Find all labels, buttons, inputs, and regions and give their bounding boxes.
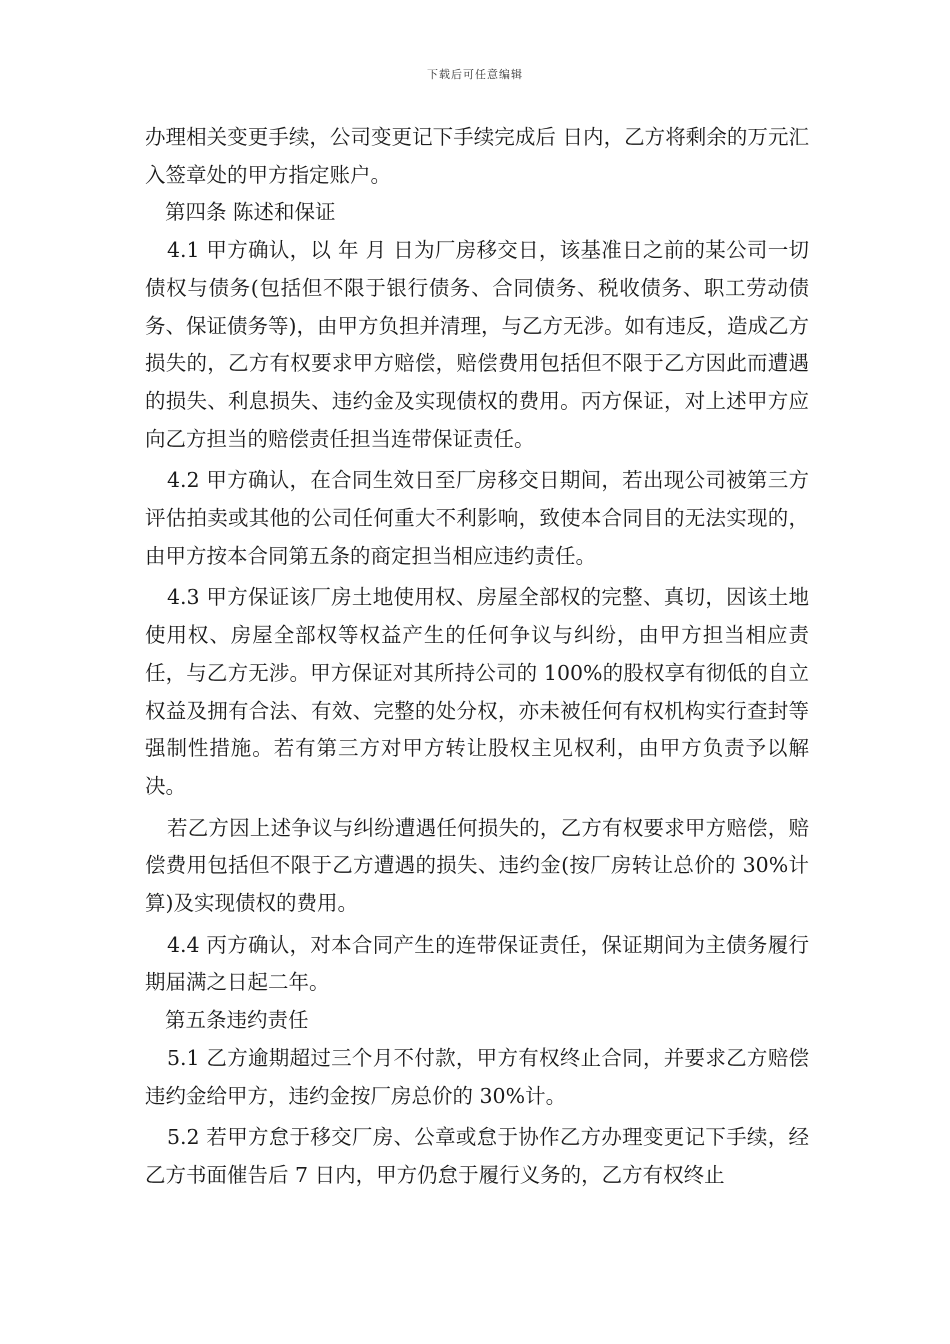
section-heading-article-4: 第四条 陈述和保证 [165,200,336,225]
clause-4-2: 4.2 甲方确认，在合同生效日至厂房移交日期间，若出现公司被第三方评估拍卖或其他的公司任何重大不利影响，致使本合同目的无法实现的，由甲方按本合同第五条的商定担当相应违约责任。 [145,468,809,568]
clause-4-3-supplement: 若乙方因上述争议与纠纷遭遇任何损失的，乙方有权要求甲方赔偿，赔偿费用包括但不限于乙方遭遇的损失、违约金(按厂房转让总价的 30%计算)及实现债权的费用。 [145,815,809,916]
page-header-note: 下载后可任意编辑 [427,68,523,81]
section-heading-article-5: 第五条违约责任 [165,1008,309,1033]
clause-4-3: 4.3 甲方保证该厂房土地使用权、房屋全部权的完整、真切，因该土地使用权、房屋全部权等权益产生的任何争议与纠纷，由甲方担当相应责任，与乙方无涉。甲方保证对其所持公司的 100%的股权享有彻低的自立权益及拥有合法、有效、完整的处分权，亦未被任何有权机构实行查封等强制性措施。若有第三方对甲方转让股权主见权利，由甲方负责予以解决。 [145,585,809,798]
paragraph-continuation: 办理相关变更手续，公司变更记下手续完成后 日内，乙方将剩余的万元汇入签章处的甲方指定账户。 [145,125,809,187]
clause-5-1: 5.1 乙方逾期超过三个月不付款，甲方有权终止合同，并要求乙方赔偿违约金给甲方，违约金按厂房总价的 30%计。 [145,1045,809,1108]
document-body [145,119,809,1195]
clause-5-2: 5.2 若甲方怠于移交厂房、公章或怠于协作乙方办理变更记下手续，经乙方书面催告后 7 日内，甲方仍怠于履行义务的，乙方有权终止 [145,1125,809,1187]
clause-4-4: 4.4 丙方确认，对本合同产生的连带保证责任，保证期间为主债务履行期届满之日起二年。 [145,932,809,995]
clause-4-1: 4.1 甲方确认，以 年 月 日为厂房移交日，该基准日之前的某公司一切债权与债务(包括但不限于银行债务、合同债务、税收债务、职工劳动债务、保证债务等)，由甲方负担并清理，与乙方无涉。如有违反，造成乙方损失的，乙方有权要求甲方赔偿，赔偿费用包括但不限于乙方因此而遭遇的损失、利息损失、违约金及实现债权的费用。丙方保证，对上述甲方应向乙方担当的赔偿责任担当连带保证责任。 [145,238,809,451]
